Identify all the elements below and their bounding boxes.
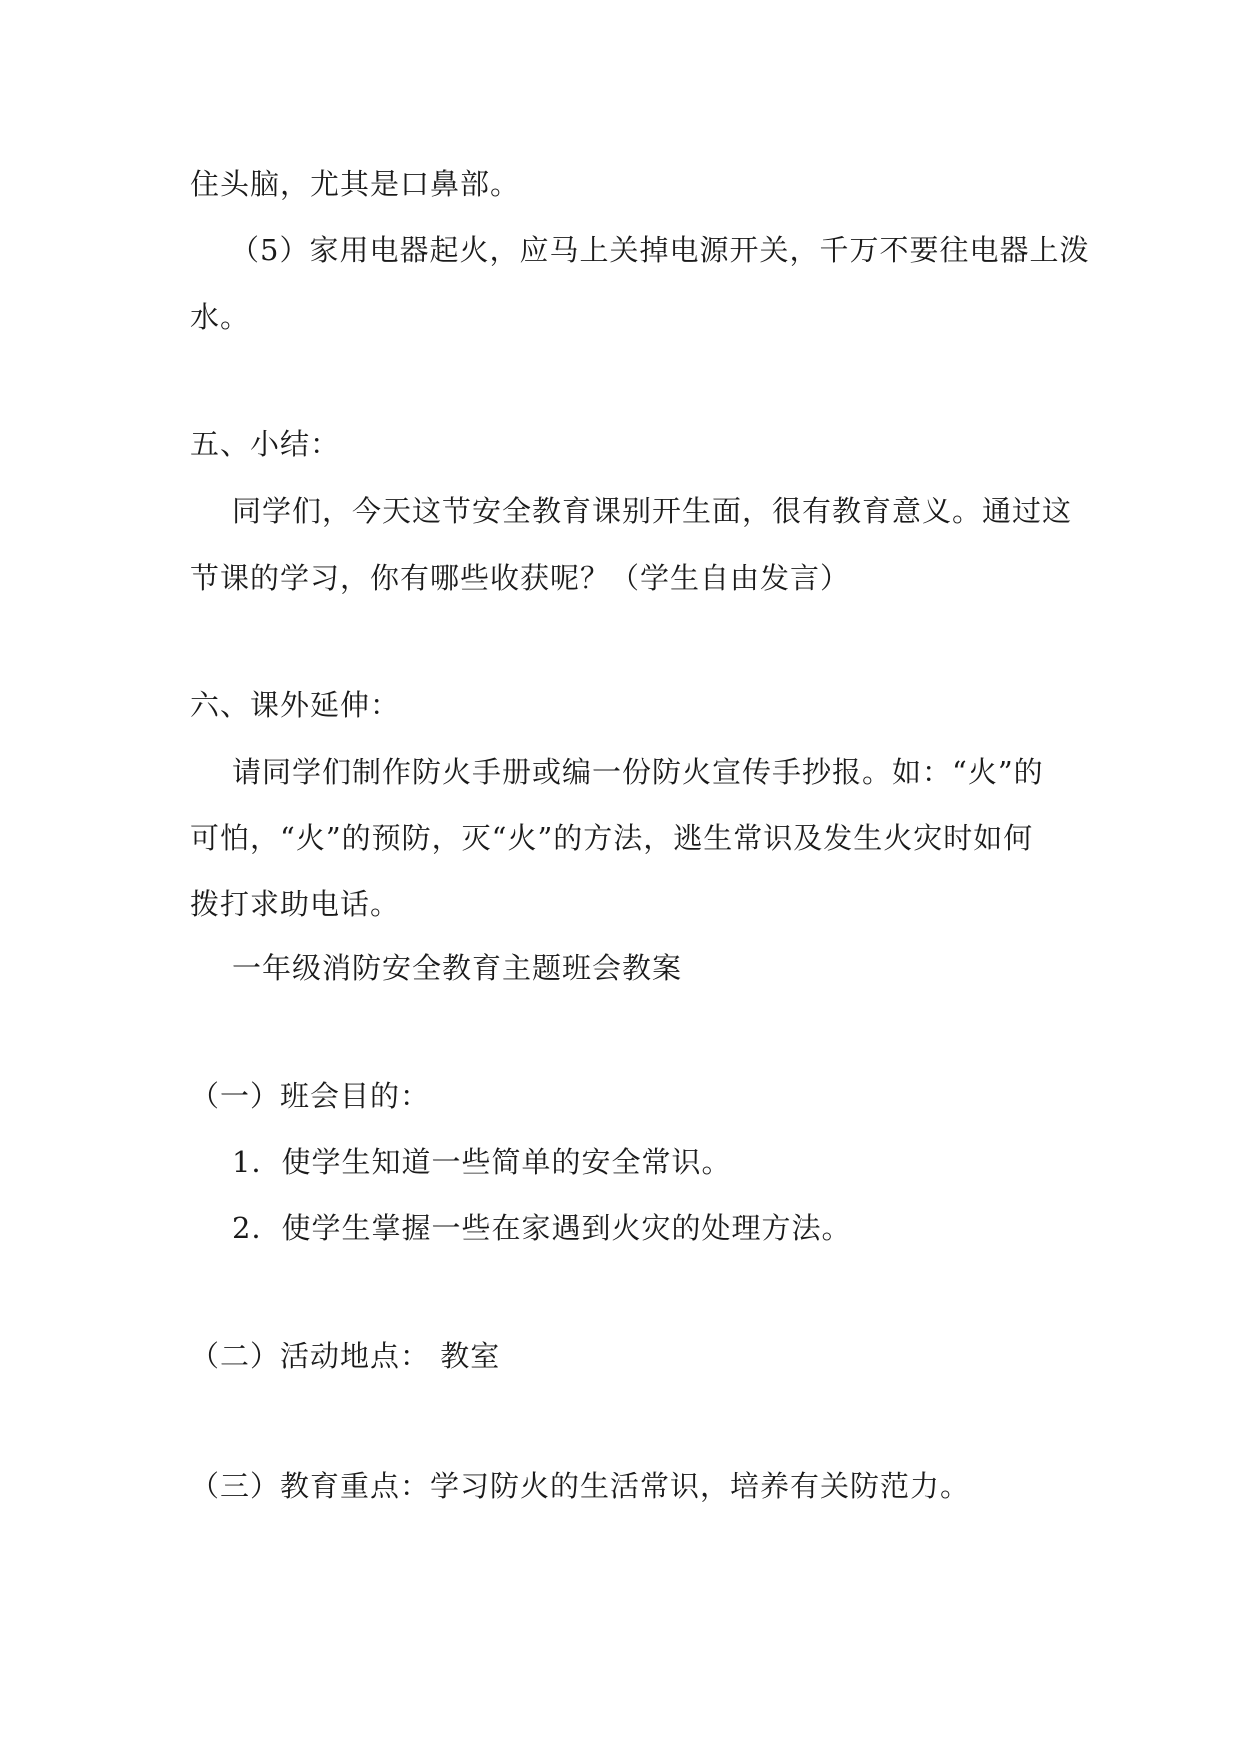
document-title: 一年级消防安全教育主题班会教案: [232, 951, 683, 985]
list-item-2: 2．使学生掌握一些在家遇到火灾的处理方法。: [232, 1211, 852, 1245]
text-line-5: 同学们，今天这节安全教育课别开生面，很有教育意义。通过这: [232, 494, 1073, 528]
text-line-9: 可怕，“火”的预防，灭“火”的方法，逃生常识及发生火灾时如何: [190, 821, 1034, 855]
text-line-6: 节课的学习，你有哪些收获呢？（学生自由发言）: [190, 561, 851, 595]
section-heading-location: （二）活动地点： 教室: [190, 1339, 501, 1373]
text-line-8: 请同学们制作防火手册或编一份防火宣传手抄报。如：“火”的: [232, 755, 1044, 789]
section-heading-extension: 六、课外延伸：: [190, 688, 401, 722]
text-line-10: 拨打求助电话。: [190, 887, 401, 921]
list-item-1: 1．使学生知道一些简单的安全常识。: [232, 1145, 732, 1179]
section-heading-focus: （三）教育重点：学习防火的生活常识，培养有关防范力。: [190, 1469, 971, 1503]
text-line-1: 住头脑，尤其是口鼻部。: [190, 167, 521, 201]
text-line-3: 水。: [190, 300, 251, 334]
text-line-2: （5）家用电器起火，应马上关掉电源开关，千万不要往电器上泼: [230, 233, 1090, 267]
section-heading-summary: 五、小结：: [190, 427, 341, 461]
section-heading-purpose: （一）班会目的：: [190, 1079, 431, 1113]
